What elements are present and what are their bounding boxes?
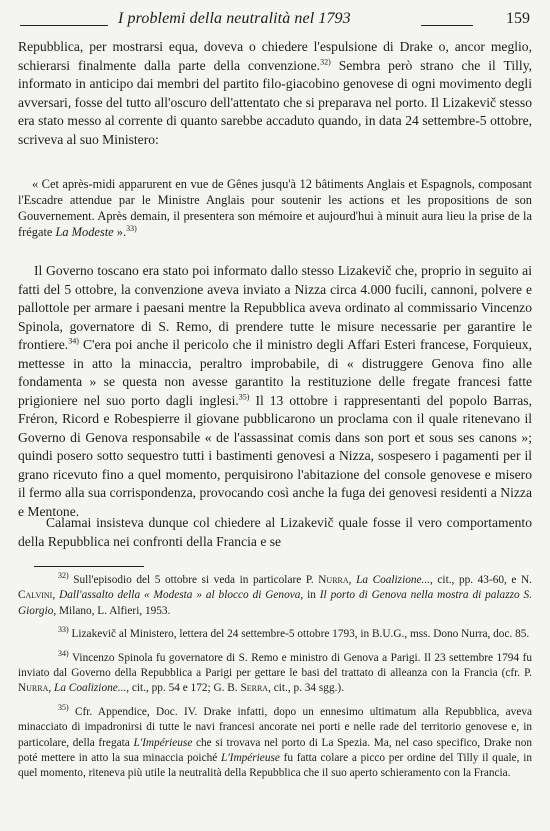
footnote-ref-35: 35): [238, 391, 250, 401]
book-page: [18, 0, 532, 831]
footnote-text: , cit., pp. 54 e 172;: [126, 682, 214, 695]
footnote-text: Lizakevič al Ministero, lettera del 24 settembre-5 ottobre 1793, in B.U.G., mss. Dono Nurra, doc. 85.: [68, 628, 530, 641]
footnote-ref-32: 32): [320, 56, 331, 66]
footnote-text: , in: [300, 589, 320, 602]
footnote-text: , cit., pp. 43-60, e: [430, 574, 522, 586]
footnote-text: fu fatta colare a picco per ordine del Tilly il quale, in quel momento, riteneva più utile la neutralità della Repubblica che il suo aperto schieramento con la Francia.: [18, 752, 532, 780]
footnote-text: , Milano, L. Alfieri, 1953.: [53, 604, 171, 617]
footnote-ref-34: 34): [68, 336, 79, 346]
footnote-35: [18, 705, 532, 782]
footnote-32: [18, 573, 532, 619]
footnote-ship-name: L'Impérieuse: [220, 752, 280, 765]
footnote-author: P. Nurra: [18, 667, 532, 695]
footnote-text: Vincenzo Spinola fu governatore di S. Remo e ministro di Genova a Parigi. Il 23 settembre 1794 fu inviato dal Governo della Repubblica a Parigi per gettare le basi del trattato di alleanza con la Francia (cfr.: [18, 651, 532, 680]
footnote-ref-33: 33): [126, 223, 137, 233]
footnote-number: 34): [58, 648, 69, 658]
footnote-number: 32): [58, 571, 69, 581]
footnote-text: , cit., p. 34 sgg.).: [268, 682, 345, 695]
footnote-ship-name: L'Impérieuse: [133, 736, 193, 749]
footnotes: [18, 573, 532, 790]
footnote-author: N. Calvini: [18, 574, 532, 602]
footnote-author: P. Nurra: [305, 574, 349, 586]
quote-text: « Cet après-midi apparurent en vue de Gênes jusqu'à 12 bâtiments Anglais et Espagnols, composant l'Escadre attendue par le Ministre Anglais pour soutenir les actions et les propositions de son Gouvernement. Après demain, il presentera son mémoire et aujourd'hui à minuit aura lieu la prise de la frégate: [18, 177, 532, 239]
paragraph-3-text: Calamai insisteva dunque col chiedere al Lizakevič quale fosse il vero comportamento della Repubblica nei confronti della Francia e se: [18, 515, 532, 549]
paragraph-2-text-b: C'era poi anche il pericolo che il ministro degli Affari Esteri francese, Forquieux, mettesse in atto la minaccia, peraltro improbabile, di « distruggere Genova fino alle fondamenta » se questa non avesse garantito la restituzione delle fregate francesi fatte prigioniere nel suo porto dagli inglesi.: [18, 337, 532, 408]
footnote-author: G. B. Serra: [213, 682, 269, 695]
paragraph-1-text-b: Sembra però strano che il Tilly, informato in anticipo dai membri del partito filo-giacobino genovese di ogni movimento degli avversari, fosse del tutto all'oscuro dell'attentato che si preparava nel porto. Il Lizakevič stesso era stato messo al corrente di quanto sarebbe accaduto quando, in data 24 settembre-5 ottobre, scriveva al suo Ministero:: [18, 57, 533, 147]
quote-ship-name: La Modeste: [55, 225, 114, 239]
footnote-title: La Coalizione...: [54, 682, 127, 695]
footnote-title: La Coalizione...: [356, 574, 431, 586]
footnote-title: Il porto di Genova nella mostra di palazzo S. Giorgio: [18, 589, 533, 617]
footnote-text: ,: [48, 682, 55, 695]
header-rule-left: [20, 25, 108, 26]
header-rule-right: [421, 25, 473, 26]
footnote-text: Sull'episodio del 5 ottobre si veda in particolare: [68, 574, 306, 586]
paragraph-2-text-c: Il 13 ottobre i rappresentanti del popolo Barras, Fréron, Ricord e Robespierre il giovane pubblicarono un proclama con il quale ritenevano il Governo di Genova responsabile « de l'assassinat comis dans son port et sous ses canons »; quindi posero sotto sequestro tutti i bastimenti genovesi a Nizza, sospesero i pagamenti per il grano ricevuto fino a quel momento, perquisirono l'abitazione del console genovese e misero il fermo alla sua corrispondenza, provocando così anche la fuga dei genovesi residenti a Nizza e Mentone.: [18, 392, 532, 519]
footnote-title: Dall'assalto della « Modesta » al blocco di Genova: [59, 589, 301, 602]
footnote-text: Cfr. Appendice, Doc. IV. Drake infatti, dopo un ennesimo ultimatum alla Repubblica, aveva minacciato di impadronirsi di tutte le navi francesi ancorate nei porti e nelle rade del territorio genovese e, in particolare, della fregata: [18, 705, 532, 749]
running-header: [18, 10, 532, 32]
footnote-text: ,: [52, 589, 60, 602]
quote-close: ».: [113, 225, 127, 239]
paragraph-1-text-a: Repubblica, per mostrarsi equa, doveva o chiedere l'espulsione di Drake o, ancor meglio, schierarsi finalmente dalla parte della convenzione.: [18, 39, 532, 73]
running-title: I problemi della neutralità nel 1793: [118, 10, 351, 27]
footnote-text: che si trovava nel porto di La Spezia. Ma, nel caso specifico, Drake non poté mettere in atto la sua minaccia poiché: [18, 736, 532, 765]
footnote-33: [18, 627, 532, 642]
paragraph-2-text-a: Il Governo toscano era stato poi informato dallo stesso Lizakevič che, proprio in seguito ai fatti del 5 ottobre, la convenzione aveva inviato a Nizza circa 4.000 fucili, cannoni, polvere e pallottole per armare i paesani mentre la Repubblica aveva ordinato al commissario Vincenzo Spinola, governatore di S. Remo, di prendere tutte le misure necessarie per garantire le frontiere.: [18, 263, 532, 352]
footnote-number: 35): [58, 703, 69, 713]
page-number: 159: [506, 10, 530, 27]
footnote-number: 33): [58, 625, 69, 635]
block-quote: [18, 176, 532, 240]
footnote-text: ,: [348, 574, 357, 586]
paragraph-1: [18, 38, 532, 149]
footnote-separator: [34, 566, 144, 567]
paragraph-2: [18, 262, 532, 521]
footnote-34: [18, 648, 532, 697]
paragraph-3: [18, 514, 532, 551]
